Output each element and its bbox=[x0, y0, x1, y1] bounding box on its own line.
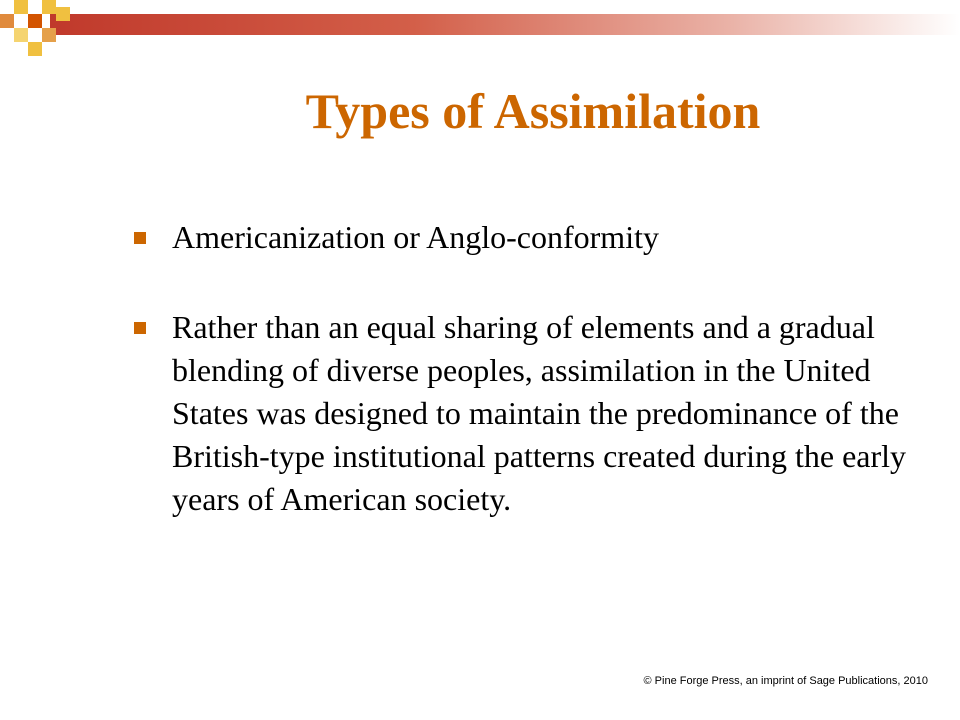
bullet-item bbox=[134, 216, 924, 259]
decoration-square bbox=[42, 0, 56, 14]
decoration-square bbox=[28, 14, 42, 28]
bullet-text: Americanization or Anglo-conformity bbox=[172, 219, 659, 255]
decoration-square bbox=[56, 7, 70, 21]
slide-title: Types of Assimilation bbox=[305, 83, 761, 139]
decoration-square bbox=[0, 14, 14, 28]
decoration-square bbox=[14, 0, 28, 14]
decoration-square bbox=[14, 28, 28, 42]
bullet-text: Rather than an equal sharing of elements and a gradual blending of diverse peoples, assimilation in the United States was designed to maintain the predominance of the British-type institutional patterns created during the early years of American society. bbox=[172, 309, 907, 517]
square-bullet-icon bbox=[134, 232, 146, 244]
bullet-item bbox=[134, 306, 924, 521]
copyright-footer: © Pine Forge Press, an imprint of Sage Publications, 2010 bbox=[643, 675, 928, 687]
decoration-square bbox=[28, 42, 42, 56]
bullet-list bbox=[134, 216, 924, 521]
decoration-square bbox=[42, 28, 56, 42]
top-gradient-bar bbox=[50, 14, 960, 35]
square-bullet-icon bbox=[134, 322, 146, 334]
